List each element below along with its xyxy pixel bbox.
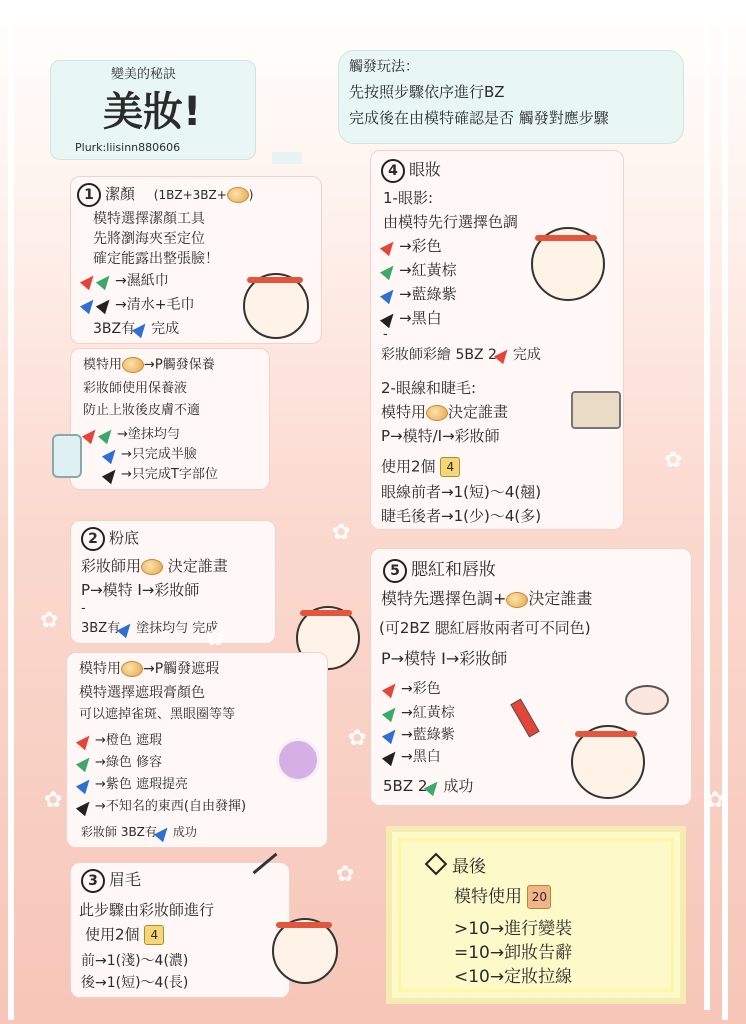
step3-line1: 此步驟由彩妝師進行 bbox=[79, 901, 215, 919]
step1b-line6-text: →只完成T字部位 bbox=[121, 467, 218, 482]
flower-icon: ✿ bbox=[706, 788, 725, 813]
step2-heading: 粉底 bbox=[109, 529, 140, 547]
step1-card bbox=[70, 176, 322, 344]
step2b-line1-text: 模特用 bbox=[79, 661, 121, 677]
step5-line4-text: →彩色 bbox=[401, 681, 441, 697]
step3-line2-text: 使用2個 bbox=[85, 925, 140, 944]
step4-line10-text: 模特用 bbox=[381, 403, 427, 421]
diamond-icon bbox=[425, 853, 448, 876]
step2b-line4-text: →橙色 遮瑕 bbox=[95, 733, 163, 748]
step5-line1-text: 模特先選擇色調+ bbox=[381, 589, 507, 608]
step1b-line1 bbox=[83, 357, 215, 374]
coin-icon bbox=[506, 592, 528, 608]
red-arrow-icon bbox=[82, 425, 100, 443]
step5-line8-end: 成功 bbox=[443, 777, 474, 795]
step1-line4 bbox=[83, 273, 169, 291]
step1b-line3: 防止上妝後皮膚不適 bbox=[83, 403, 201, 418]
step3-number: 3 bbox=[81, 869, 105, 893]
step1-heading-row bbox=[77, 183, 253, 207]
frame-right-outer bbox=[722, 30, 728, 1020]
step4-line10 bbox=[381, 403, 508, 422]
step4-line6 bbox=[383, 309, 442, 328]
step1b-line4 bbox=[85, 427, 180, 443]
compact-powder-icon bbox=[276, 738, 320, 782]
step2-line1-end: 決定誰畫 bbox=[167, 557, 228, 575]
step5-line6-text: →藍綠紫 bbox=[401, 727, 455, 743]
step2b-line7-text: →不知名的東西(自由發揮) bbox=[95, 799, 247, 814]
step4-line7: - bbox=[383, 327, 388, 342]
final-card bbox=[386, 826, 686, 1004]
final-line1 bbox=[454, 882, 551, 909]
step1-cost-end: ) bbox=[248, 188, 254, 202]
flower-icon: ✿ bbox=[206, 626, 225, 651]
title-subtitle: 變美的秘訣 bbox=[111, 67, 177, 82]
step4-line14: 睫毛後者→1(少)～4(多) bbox=[381, 507, 542, 525]
step2b-line7 bbox=[79, 799, 246, 815]
step1-line4-text: →濕紙巾 bbox=[115, 273, 169, 289]
step2b-line1 bbox=[79, 661, 219, 679]
flower-icon: ✿ bbox=[332, 520, 351, 545]
final-heading-row bbox=[428, 852, 486, 877]
step5-line6 bbox=[385, 727, 455, 745]
step1b-line5-text: →只完成半臉 bbox=[121, 447, 197, 462]
green-arrow-icon bbox=[382, 704, 400, 722]
coin-icon bbox=[122, 357, 144, 373]
lipstick-icon bbox=[510, 699, 539, 738]
step5-line5 bbox=[385, 705, 455, 723]
step4-line5 bbox=[383, 285, 457, 304]
step2-line2: P→模特 I→彩妝師 bbox=[81, 581, 200, 599]
flower-icon: ✿ bbox=[44, 788, 63, 813]
step5-card bbox=[370, 548, 692, 806]
tape-deco bbox=[272, 152, 302, 164]
step4-line12-text: 使用2個 bbox=[381, 457, 436, 476]
final-line4: <10→定妝拉線 bbox=[454, 967, 573, 987]
step5-line7 bbox=[385, 749, 441, 767]
step4-line1: 1-眼影: bbox=[383, 189, 434, 207]
step4-heading-row bbox=[381, 159, 441, 183]
step4-line8-text: 彩妝師彩繪 5BZ 2 bbox=[381, 347, 497, 363]
dice-icon: 4 bbox=[144, 925, 164, 945]
step2-line1-text: 彩妝師用 bbox=[81, 557, 142, 575]
step5-heading: 腮紅和唇妝 bbox=[411, 560, 496, 580]
black-arrow-icon bbox=[96, 296, 114, 314]
headband-icon bbox=[575, 731, 637, 737]
step4-card bbox=[370, 150, 624, 530]
step1-cost: (1BZ+3BZ+ bbox=[153, 188, 227, 202]
frame-top bbox=[8, 10, 734, 16]
step4-line6-text: →黑白 bbox=[399, 309, 442, 327]
step1-number: 1 bbox=[77, 183, 101, 207]
step4-number: 4 bbox=[381, 159, 405, 183]
red-arrow-icon bbox=[380, 237, 398, 255]
step1b-line2: 彩妝師使用保養液 bbox=[83, 381, 188, 396]
trigger-line3: 完成後在由模特確認是否 觸發對應步驟 bbox=[349, 109, 609, 127]
step2-heading-row bbox=[81, 527, 139, 551]
step1-line6-text: 3BZ有 bbox=[93, 321, 136, 337]
flower-icon: ✿ bbox=[664, 448, 683, 473]
step2b-line8-text: 彩妝師 3BZ有 bbox=[81, 825, 157, 839]
step5-line7-text: →黑白 bbox=[401, 749, 441, 765]
step2b-line5-text: →綠色 修容 bbox=[95, 755, 163, 770]
step2b-line5 bbox=[79, 755, 162, 771]
step4-line8 bbox=[381, 347, 541, 365]
blue-arrow-icon bbox=[76, 775, 94, 793]
step4-line12 bbox=[381, 457, 460, 477]
step2-line4-end: 塗抹均勻 完成 bbox=[136, 621, 219, 636]
coin-icon bbox=[141, 559, 163, 575]
step2b-line2: 模特選擇遮瑕膏顏色 bbox=[79, 685, 205, 701]
title-card bbox=[50, 60, 256, 160]
step2-number: 2 bbox=[81, 527, 105, 551]
step5-line8-text: 5BZ 2 bbox=[383, 777, 428, 795]
step1b-line1-text: 模特用 bbox=[83, 357, 123, 373]
step1-line1: 模特選擇潔顏工具 bbox=[93, 211, 205, 227]
step1-line3: 確定能露出整張臉！ bbox=[93, 251, 219, 267]
step2b-line6 bbox=[79, 777, 188, 793]
red-arrow-icon bbox=[382, 680, 400, 698]
green-arrow-icon bbox=[98, 425, 116, 443]
dice-icon: 4 bbox=[440, 457, 460, 477]
step5-line8 bbox=[383, 777, 473, 796]
final-heading: 最後 bbox=[452, 857, 486, 877]
step2-line1 bbox=[81, 557, 228, 576]
step1b-line1-end: →P觸發保養 bbox=[144, 357, 215, 373]
step3-heading: 眉毛 bbox=[109, 870, 142, 889]
flower-icon: ✿ bbox=[40, 608, 59, 633]
step4-line9: 2-眼線和睫毛: bbox=[381, 379, 477, 397]
step5-heading-row bbox=[383, 559, 496, 583]
step1-heading: 潔顏 bbox=[105, 185, 136, 203]
blush-compact-icon bbox=[625, 685, 669, 715]
step2b-line1-end: →P觸發遮瑕 bbox=[143, 661, 220, 677]
blue-arrow-icon bbox=[102, 445, 120, 463]
step2b-line8 bbox=[81, 825, 197, 840]
step2b-line8-end: 成功 bbox=[172, 825, 197, 839]
step1-line2: 先將瀏海夾至定位 bbox=[93, 231, 205, 247]
step4-line10-end: 決定誰畫 bbox=[448, 403, 509, 421]
coin-icon bbox=[426, 405, 448, 421]
step4-line4-text: →紅黃棕 bbox=[399, 261, 457, 279]
step4-heading: 眼妝 bbox=[409, 160, 442, 179]
flower-icon: ✿ bbox=[348, 726, 367, 751]
green-arrow-icon bbox=[380, 261, 398, 279]
step4-line11: P→模特/I→彩妝師 bbox=[381, 427, 500, 445]
step5-line3: P→模特 I→彩妝師 bbox=[381, 649, 508, 668]
step1b-card bbox=[70, 348, 270, 490]
green-arrow-icon bbox=[96, 272, 114, 290]
trigger-line2: 先按照步驟依序進行BZ bbox=[349, 83, 505, 101]
step3-heading-row bbox=[81, 869, 141, 893]
eyeshadow-palette-icon bbox=[571, 391, 621, 429]
step2-card bbox=[70, 520, 276, 644]
step1b-line4-text: →塗抹均勻 bbox=[117, 427, 180, 442]
coin-icon bbox=[227, 187, 249, 203]
headband-icon bbox=[300, 610, 352, 616]
step3-card bbox=[70, 862, 290, 998]
step4-line13: 眼線前者→1(短)～4(翹) bbox=[381, 483, 542, 501]
step2b-line6-text: →紫色 遮瑕提亮 bbox=[95, 777, 189, 792]
step4-line2: 由模特先行選擇色調 bbox=[383, 213, 519, 231]
coin-icon bbox=[121, 661, 143, 677]
step1b-line6 bbox=[105, 467, 218, 483]
step3-line2 bbox=[85, 925, 164, 945]
dice-icon: 20 bbox=[527, 885, 551, 909]
step5-line1-end: 決定誰畫 bbox=[528, 589, 593, 608]
final-line1-text: 模特使用 bbox=[454, 887, 522, 907]
step4-line3 bbox=[383, 237, 442, 256]
blue-arrow-icon bbox=[380, 285, 398, 303]
red-arrow-icon bbox=[76, 731, 94, 749]
headband-icon bbox=[276, 922, 332, 928]
step3-line3: 前→1(淺)～4(濃) bbox=[81, 953, 189, 969]
trigger-box bbox=[338, 50, 684, 144]
step3-line4: 後→1(短)～4(長) bbox=[81, 975, 189, 991]
step5-line1 bbox=[381, 589, 592, 609]
step5-line4 bbox=[385, 681, 441, 699]
black-arrow-icon bbox=[380, 309, 398, 327]
step4-line8-end: 完成 bbox=[512, 347, 541, 363]
plurk-id: Plurk:liisinn880606 bbox=[75, 141, 181, 154]
step1-line5 bbox=[83, 297, 194, 315]
step4-line4 bbox=[383, 261, 457, 280]
blue-arrow-icon bbox=[382, 726, 400, 744]
black-arrow-icon bbox=[382, 748, 400, 766]
black-arrow-icon bbox=[102, 465, 120, 483]
final-line3: =10→卸妝告辭 bbox=[454, 943, 573, 963]
trigger-heading: 觸發玩法： bbox=[349, 59, 419, 75]
lotion-bottle-icon bbox=[52, 434, 82, 478]
page-title: 美妝! bbox=[103, 89, 202, 135]
step2-line4 bbox=[81, 621, 218, 637]
final-line2: >10→進行變裝 bbox=[454, 919, 573, 939]
step4-line5-text: →藍綠紫 bbox=[399, 285, 457, 303]
step2b-line4 bbox=[79, 733, 162, 749]
step1b-line5 bbox=[105, 447, 197, 463]
green-arrow-icon bbox=[76, 753, 94, 771]
step1-line5-text: →清水+毛巾 bbox=[115, 297, 195, 313]
step2-line4-text: 3BZ有 bbox=[81, 621, 121, 636]
frame-left bbox=[8, 10, 14, 1020]
headband-icon bbox=[535, 235, 597, 241]
step2-line3: - bbox=[81, 601, 86, 616]
black-arrow-icon bbox=[76, 797, 94, 815]
step1-line6-end: 完成 bbox=[151, 321, 180, 337]
step4-line3-text: →彩色 bbox=[399, 237, 442, 255]
step2b-line3: 可以遮掉雀斑、黑眼圈等等 bbox=[79, 707, 236, 722]
step5-number: 5 bbox=[383, 559, 407, 583]
frame-right bbox=[704, 10, 710, 1010]
step5-line2: (可2BZ 腮紅唇妝兩者可不同色) bbox=[379, 619, 591, 637]
flower-icon: ✿ bbox=[336, 862, 355, 887]
headband-icon bbox=[247, 277, 303, 283]
step5-line5-text: →紅黃棕 bbox=[401, 705, 455, 721]
step1-line6 bbox=[93, 321, 179, 339]
